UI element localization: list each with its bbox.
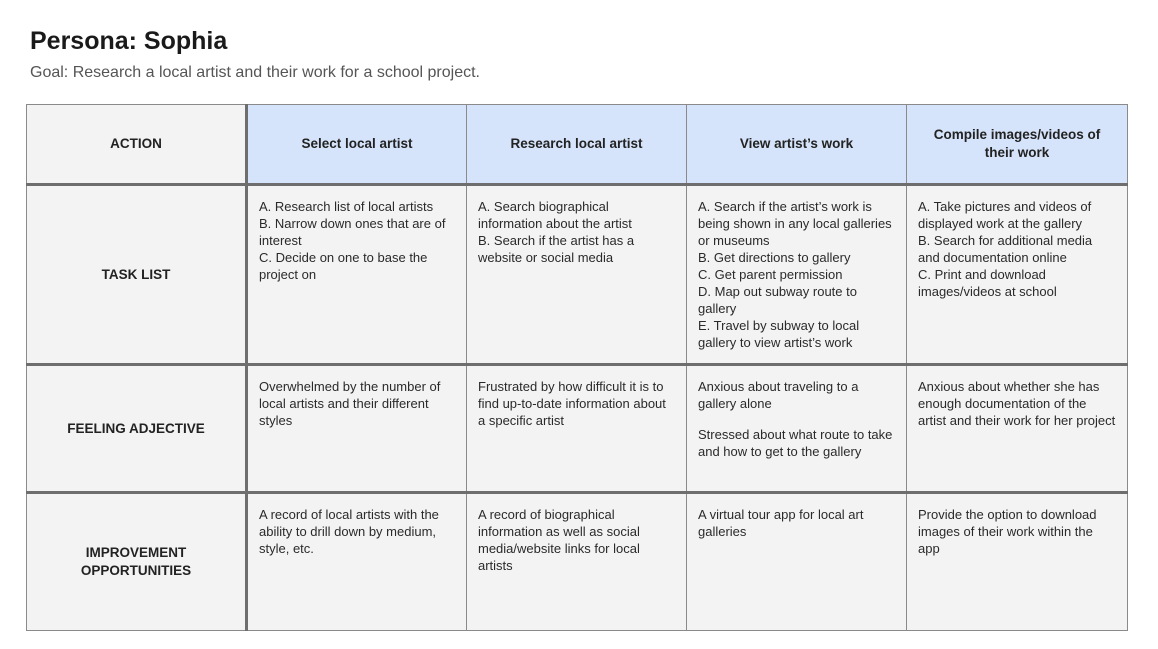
cell-line: B. Get directions to gallery: [698, 250, 851, 265]
page-title: Persona: Sophia: [30, 27, 228, 55]
cell-line: Anxious about traveling to a gallery alone: [698, 379, 859, 411]
cell-line: Anxious about whether she has enough documentation of the artist and their work for her project: [918, 379, 1116, 428]
cell-line: A. Take pictures and videos of displayed work at the gallery: [918, 199, 1092, 231]
cell-improvement-2: [467, 493, 687, 631]
cell-line: A. Research list of local artists: [259, 199, 434, 214]
cell-line: Stressed about what route to take and how to get to the gallery: [698, 427, 893, 459]
cell-line: E. Travel by subway to local gallery to view artist’s work: [698, 318, 860, 350]
cell-line: A record of biographical information as well as social media/website links for local artists: [478, 507, 640, 573]
cell-feeling-2: [467, 365, 687, 493]
cell-line: C. Get parent permission: [698, 267, 843, 282]
cell-line: D. Map out subway route to gallery: [698, 284, 857, 316]
goal-text: Goal: Research a local artist and their work for a school project.: [30, 64, 480, 81]
corner-header-action: ACTION: [27, 105, 247, 185]
cell-line: C. Decide on one to base the project on: [259, 250, 428, 282]
cell-feeling-3: [687, 365, 907, 493]
cell-task-list-1: [247, 185, 467, 365]
cell-line: A. Search biographical information about the artist: [478, 199, 632, 231]
row-label-feeling-adjective: FEELING ADJECTIVE: [27, 365, 247, 493]
cell-task-list-3: [687, 185, 907, 365]
cell-line: Overwhelmed by the number of local artists and their different styles: [259, 379, 441, 428]
cell-line: A virtual tour app for local art galleries: [698, 507, 864, 539]
cell-line: B. Search for additional media and documentation online: [918, 233, 1093, 265]
cell-improvement-4: [907, 493, 1128, 631]
cell-line: C. Print and download images/videos at school: [918, 267, 1057, 299]
row-label-improvement-opportunities: IMPROVEMENT OPPORTUNITIES: [27, 493, 247, 631]
cell-line: Frustrated by how difficult it is to find up-to-date information about a specific artist: [478, 379, 666, 428]
cell-line: B. Narrow down ones that are of interest: [259, 216, 446, 248]
row-feeling-adjective: [27, 365, 1128, 493]
stage-header-research-artist: Research local artist: [467, 105, 687, 185]
cell-line: B. Search if the artist has a website or social media: [478, 233, 635, 265]
cell-feeling-1: [247, 365, 467, 493]
cell-line: Provide the option to download images of their work within the app: [918, 507, 1097, 556]
header-row: [27, 105, 1128, 185]
row-label-task-list: TASK LIST: [27, 185, 247, 365]
cell-improvement-3: [687, 493, 907, 631]
row-improvement-opportunities: [27, 493, 1128, 631]
cell-line: A record of local artists with the ability to drill down by medium, style, etc.: [259, 507, 439, 556]
stage-header-select-artist: Select local artist: [247, 105, 467, 185]
row-task-list: [27, 185, 1128, 365]
stage-header-compile-media: Compile images/videos of their work: [907, 105, 1128, 185]
cell-line: A. Search if the artist’s work is being shown in any local galleries or museums: [698, 199, 892, 248]
cell-improvement-1: [247, 493, 467, 631]
line-gap: [698, 412, 896, 426]
cell-feeling-4: [907, 365, 1128, 493]
journey-map-table: [26, 104, 1128, 631]
stage-header-view-work: View artist’s work: [687, 105, 907, 185]
cell-task-list-4: [907, 185, 1128, 365]
cell-task-list-2: [467, 185, 687, 365]
